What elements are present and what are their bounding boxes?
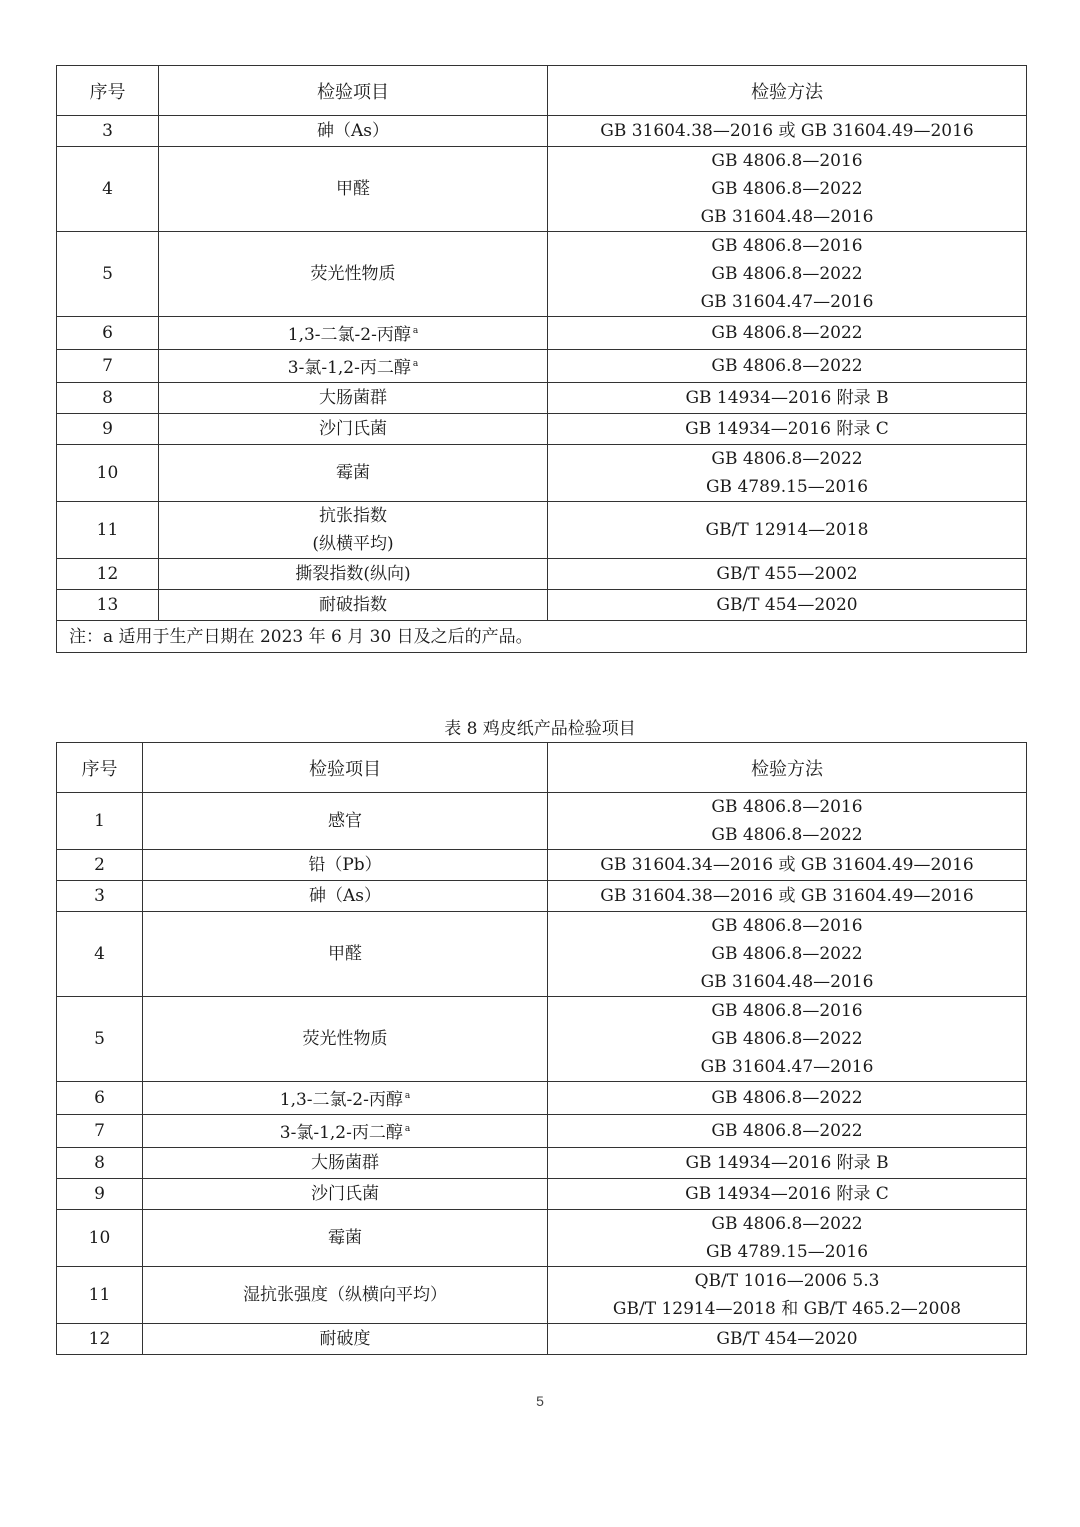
row-number: 4: [57, 912, 143, 997]
method-line: GB 4806.8—2022: [711, 1088, 863, 1108]
table-row: [57, 997, 1027, 1082]
table-row: [57, 116, 1027, 147]
table-row: [57, 383, 1027, 414]
table-note-row: [57, 621, 1027, 653]
row-number: 10: [57, 1210, 143, 1267]
method-line: GB/T 454—2020: [716, 1329, 858, 1349]
row-number: 5: [57, 997, 143, 1082]
footnote-marker: a: [412, 326, 419, 336]
row-number: 12: [57, 1324, 143, 1355]
inspection-method: [548, 1324, 1027, 1355]
inspection-method: [548, 1082, 1027, 1115]
inspection-item-line: [159, 530, 547, 558]
inspection-method: [548, 414, 1027, 445]
row-number: 3: [57, 116, 159, 147]
inspection-item-text: 抗张指数: [319, 506, 387, 526]
inspection-item-line: [159, 117, 547, 145]
inspection-method: [548, 1210, 1027, 1267]
row-number: 2: [57, 850, 143, 881]
inspection-item: [159, 116, 548, 147]
inspection-item-line: [143, 1025, 547, 1053]
method-line: GB 4806.8—2016: [711, 916, 863, 936]
method-line: GB/T 454—2020: [716, 595, 858, 615]
inspection-item-line: [159, 317, 547, 349]
row-number: 1: [57, 793, 143, 850]
method-line: GB 31604.38—2016 或 GB 31604.49—2016: [600, 121, 974, 141]
inspection-method: [548, 317, 1027, 350]
inspection-method: [548, 590, 1027, 621]
inspection-item-text: 大肠菌群: [311, 1153, 379, 1173]
inspection-item-line: [143, 1180, 547, 1208]
inspection-method: [548, 350, 1027, 383]
header-method: 检验方法: [548, 743, 1027, 793]
inspection-item-line: [159, 415, 547, 443]
inspection-item-text: 甲醛: [328, 944, 362, 964]
inspection-method: [548, 850, 1027, 881]
inspection-item-text: 耐破度: [319, 1329, 371, 1349]
row-number: 8: [57, 1148, 143, 1179]
table-note: 注：a 适用于生产日期在 2023 年 6 月 30 日及之后的产品。: [57, 621, 1027, 653]
inspection-item-line: [159, 384, 547, 412]
table-row: [57, 590, 1027, 621]
row-number: 11: [57, 502, 159, 559]
inspection-item: [159, 317, 548, 350]
table-row: [57, 793, 1027, 850]
table-row: [57, 912, 1027, 997]
table-row: [57, 1179, 1027, 1210]
inspection-method: [548, 793, 1027, 850]
inspection-item-line: [143, 851, 547, 879]
inspection-item-line: [143, 1325, 547, 1353]
method-line: GB 4806.8—2022: [711, 1214, 863, 1234]
row-number: 8: [57, 383, 159, 414]
row-number: 5: [57, 232, 159, 317]
table-caption: 表 8 鸡皮纸产品检验项目: [444, 719, 636, 739]
inspection-item: [159, 414, 548, 445]
inspection-item-line: [143, 1115, 547, 1147]
row-number: 7: [57, 350, 159, 383]
page-number: 5: [536, 1393, 544, 1409]
method-line: GB 31604.47—2016: [700, 1057, 874, 1077]
row-number: 6: [57, 1082, 143, 1115]
footnote-marker: a: [404, 1091, 411, 1101]
inspection-method: [548, 445, 1027, 502]
method-line: GB 4789.15—2016: [705, 477, 869, 497]
inspection-item-line: [143, 1281, 547, 1309]
table-row: [57, 1082, 1027, 1115]
inspection-item-text: 大肠菌群: [319, 388, 387, 408]
inspection-item-text: 铅（Pb）: [308, 855, 382, 875]
inspection-method: [548, 1179, 1027, 1210]
inspection-item-text: 感官: [328, 811, 362, 831]
inspection-item-line: [143, 940, 547, 968]
inspection-item-line: [159, 260, 547, 288]
inspection-item-text: 霉菌: [328, 1228, 362, 1248]
inspection-item: [159, 445, 548, 502]
inspection-method: [548, 881, 1027, 912]
inspection-item-text: (纵横平均): [312, 534, 394, 554]
inspection-method: [548, 147, 1027, 232]
inspection-item-text: 荧光性物质: [302, 1029, 388, 1049]
inspection-table-continued: [56, 65, 1027, 653]
inspection-item: [143, 912, 548, 997]
method-line: GB 4806.8—2022: [711, 944, 863, 964]
inspection-method: [548, 1115, 1027, 1148]
row-number: 3: [57, 881, 143, 912]
method-line: GB 4806.8—2016: [711, 797, 863, 817]
method-line: GB 4806.8—2022: [711, 1121, 863, 1141]
inspection-item-text: 撕裂指数(纵向): [295, 564, 411, 584]
inspection-method: [548, 1148, 1027, 1179]
method-line: GB 4806.8—2022: [711, 323, 863, 343]
method-line: GB/T 12914—2018 和 GB/T 465.2—2008: [612, 1299, 962, 1319]
chicken-skin-paper-inspection-table: [56, 742, 1027, 1355]
row-number: 4: [57, 147, 159, 232]
inspection-item-text: 砷（As）: [316, 121, 389, 141]
method-line: GB/T 12914—2018: [705, 520, 869, 540]
method-line: GB 14934—2016 附录 B: [685, 388, 889, 408]
inspection-item-line: [159, 591, 547, 619]
table-row: [57, 559, 1027, 590]
table-row: [57, 414, 1027, 445]
inspection-item: [143, 881, 548, 912]
method-line: QB/T 1016—2006 5.3: [694, 1271, 880, 1291]
inspection-item-text: 砷（As）: [308, 886, 381, 906]
inspection-item: [159, 502, 548, 559]
header-item: 检验项目: [143, 743, 548, 793]
table-row: [57, 881, 1027, 912]
inspection-method: [548, 232, 1027, 317]
method-line: GB 4806.8—2022: [711, 179, 863, 199]
inspection-item-line: [143, 1149, 547, 1177]
inspection-item-line: [143, 882, 547, 910]
row-number: 13: [57, 590, 159, 621]
method-line: GB 14934—2016 附录 C: [685, 1184, 889, 1204]
row-number: 6: [57, 317, 159, 350]
method-line: GB 4806.8—2022: [711, 825, 863, 845]
table-row: [57, 445, 1027, 502]
inspection-item-line: [143, 807, 547, 835]
inspection-item: [143, 1267, 548, 1324]
method-line: GB 4806.8—2022: [711, 264, 863, 284]
footnote-marker: a: [404, 1124, 411, 1134]
method-line: GB 14934—2016 附录 B: [685, 1153, 889, 1173]
header-no: 序号: [57, 66, 159, 116]
table-row: [57, 1115, 1027, 1148]
method-line: GB 4806.8—2016: [711, 151, 863, 171]
inspection-item-text: 3-氯-1,2-丙二醇: [287, 358, 411, 378]
method-line: GB 4789.15—2016: [705, 1242, 869, 1262]
inspection-item: [143, 850, 548, 881]
table-row: [57, 350, 1027, 383]
row-number: 11: [57, 1267, 143, 1324]
inspection-item: [159, 232, 548, 317]
method-line: GB 31604.38—2016 或 GB 31604.49—2016: [600, 886, 974, 906]
inspection-item-line: [159, 459, 547, 487]
table-row: [57, 1148, 1027, 1179]
inspection-item-text: 耐破指数: [319, 595, 387, 615]
table-row: [57, 147, 1027, 232]
table-row: [57, 1267, 1027, 1324]
row-number: 10: [57, 445, 159, 502]
row-number: 9: [57, 414, 159, 445]
inspection-method: [548, 997, 1027, 1082]
inspection-method: [548, 116, 1027, 147]
inspection-item-line: [159, 502, 547, 530]
inspection-item: [143, 1115, 548, 1148]
inspection-item-text: 沙门氏菌: [311, 1184, 379, 1204]
inspection-item: [159, 590, 548, 621]
inspection-item-line: [159, 175, 547, 203]
inspection-item-text: 湿抗张强度（纵横向平均）: [243, 1285, 447, 1305]
inspection-item-text: 霉菌: [336, 463, 370, 483]
inspection-item-text: 沙门氏菌: [319, 419, 387, 439]
inspection-item-text: 荧光性物质: [310, 264, 396, 284]
table-row: [57, 317, 1027, 350]
inspection-item-text: 1,3-二氯-2-丙醇: [279, 1090, 403, 1110]
inspection-item: [143, 1324, 548, 1355]
table-header-row: [57, 743, 1027, 793]
method-line: GB/T 455—2002: [716, 564, 858, 584]
method-line: GB 4806.8—2022: [711, 356, 863, 376]
table-row: [57, 1324, 1027, 1355]
row-number: 7: [57, 1115, 143, 1148]
inspection-item-text: 3-氯-1,2-丙二醇: [279, 1123, 403, 1143]
method-line: GB 4806.8—2016: [711, 1001, 863, 1021]
row-number: 12: [57, 559, 159, 590]
method-line: GB 4806.8—2022: [711, 1029, 863, 1049]
footnote-marker: a: [412, 359, 419, 369]
inspection-item: [159, 147, 548, 232]
inspection-item-line: [143, 1224, 547, 1252]
inspection-method: [548, 502, 1027, 559]
method-line: GB 4806.8—2016: [711, 236, 863, 256]
table-row: [57, 1210, 1027, 1267]
row-number: 9: [57, 1179, 143, 1210]
inspection-item-line: [143, 1082, 547, 1114]
method-line: GB 14934—2016 附录 C: [685, 419, 889, 439]
inspection-item: [143, 1179, 548, 1210]
method-line: GB 4806.8—2022: [711, 449, 863, 469]
inspection-method: [548, 1267, 1027, 1324]
method-line: GB 31604.48—2016: [700, 972, 874, 992]
table-row: [57, 232, 1027, 317]
inspection-item: [143, 997, 548, 1082]
inspection-method: [548, 912, 1027, 997]
table-row: [57, 502, 1027, 559]
inspection-item: [143, 793, 548, 850]
inspection-item-line: [159, 350, 547, 382]
inspection-item: [143, 1148, 548, 1179]
inspection-item: [143, 1210, 548, 1267]
inspection-item: [159, 383, 548, 414]
inspection-item: [159, 559, 548, 590]
inspection-item-line: [159, 560, 547, 588]
method-line: GB 31604.48—2016: [700, 207, 874, 227]
table-row: [57, 850, 1027, 881]
header-no: 序号: [57, 743, 143, 793]
table-header-row: [57, 66, 1027, 116]
inspection-item: [143, 1082, 548, 1115]
method-line: GB 31604.34—2016 或 GB 31604.49—2016: [600, 855, 974, 875]
inspection-method: [548, 383, 1027, 414]
header-method: 检验方法: [548, 66, 1027, 116]
method-line: GB 31604.47—2016: [700, 292, 874, 312]
inspection-item: [159, 350, 548, 383]
inspection-item-text: 1,3-二氯-2-丙醇: [287, 325, 411, 345]
inspection-method: [548, 559, 1027, 590]
inspection-item-text: 甲醛: [336, 179, 370, 199]
header-item: 检验项目: [159, 66, 548, 116]
